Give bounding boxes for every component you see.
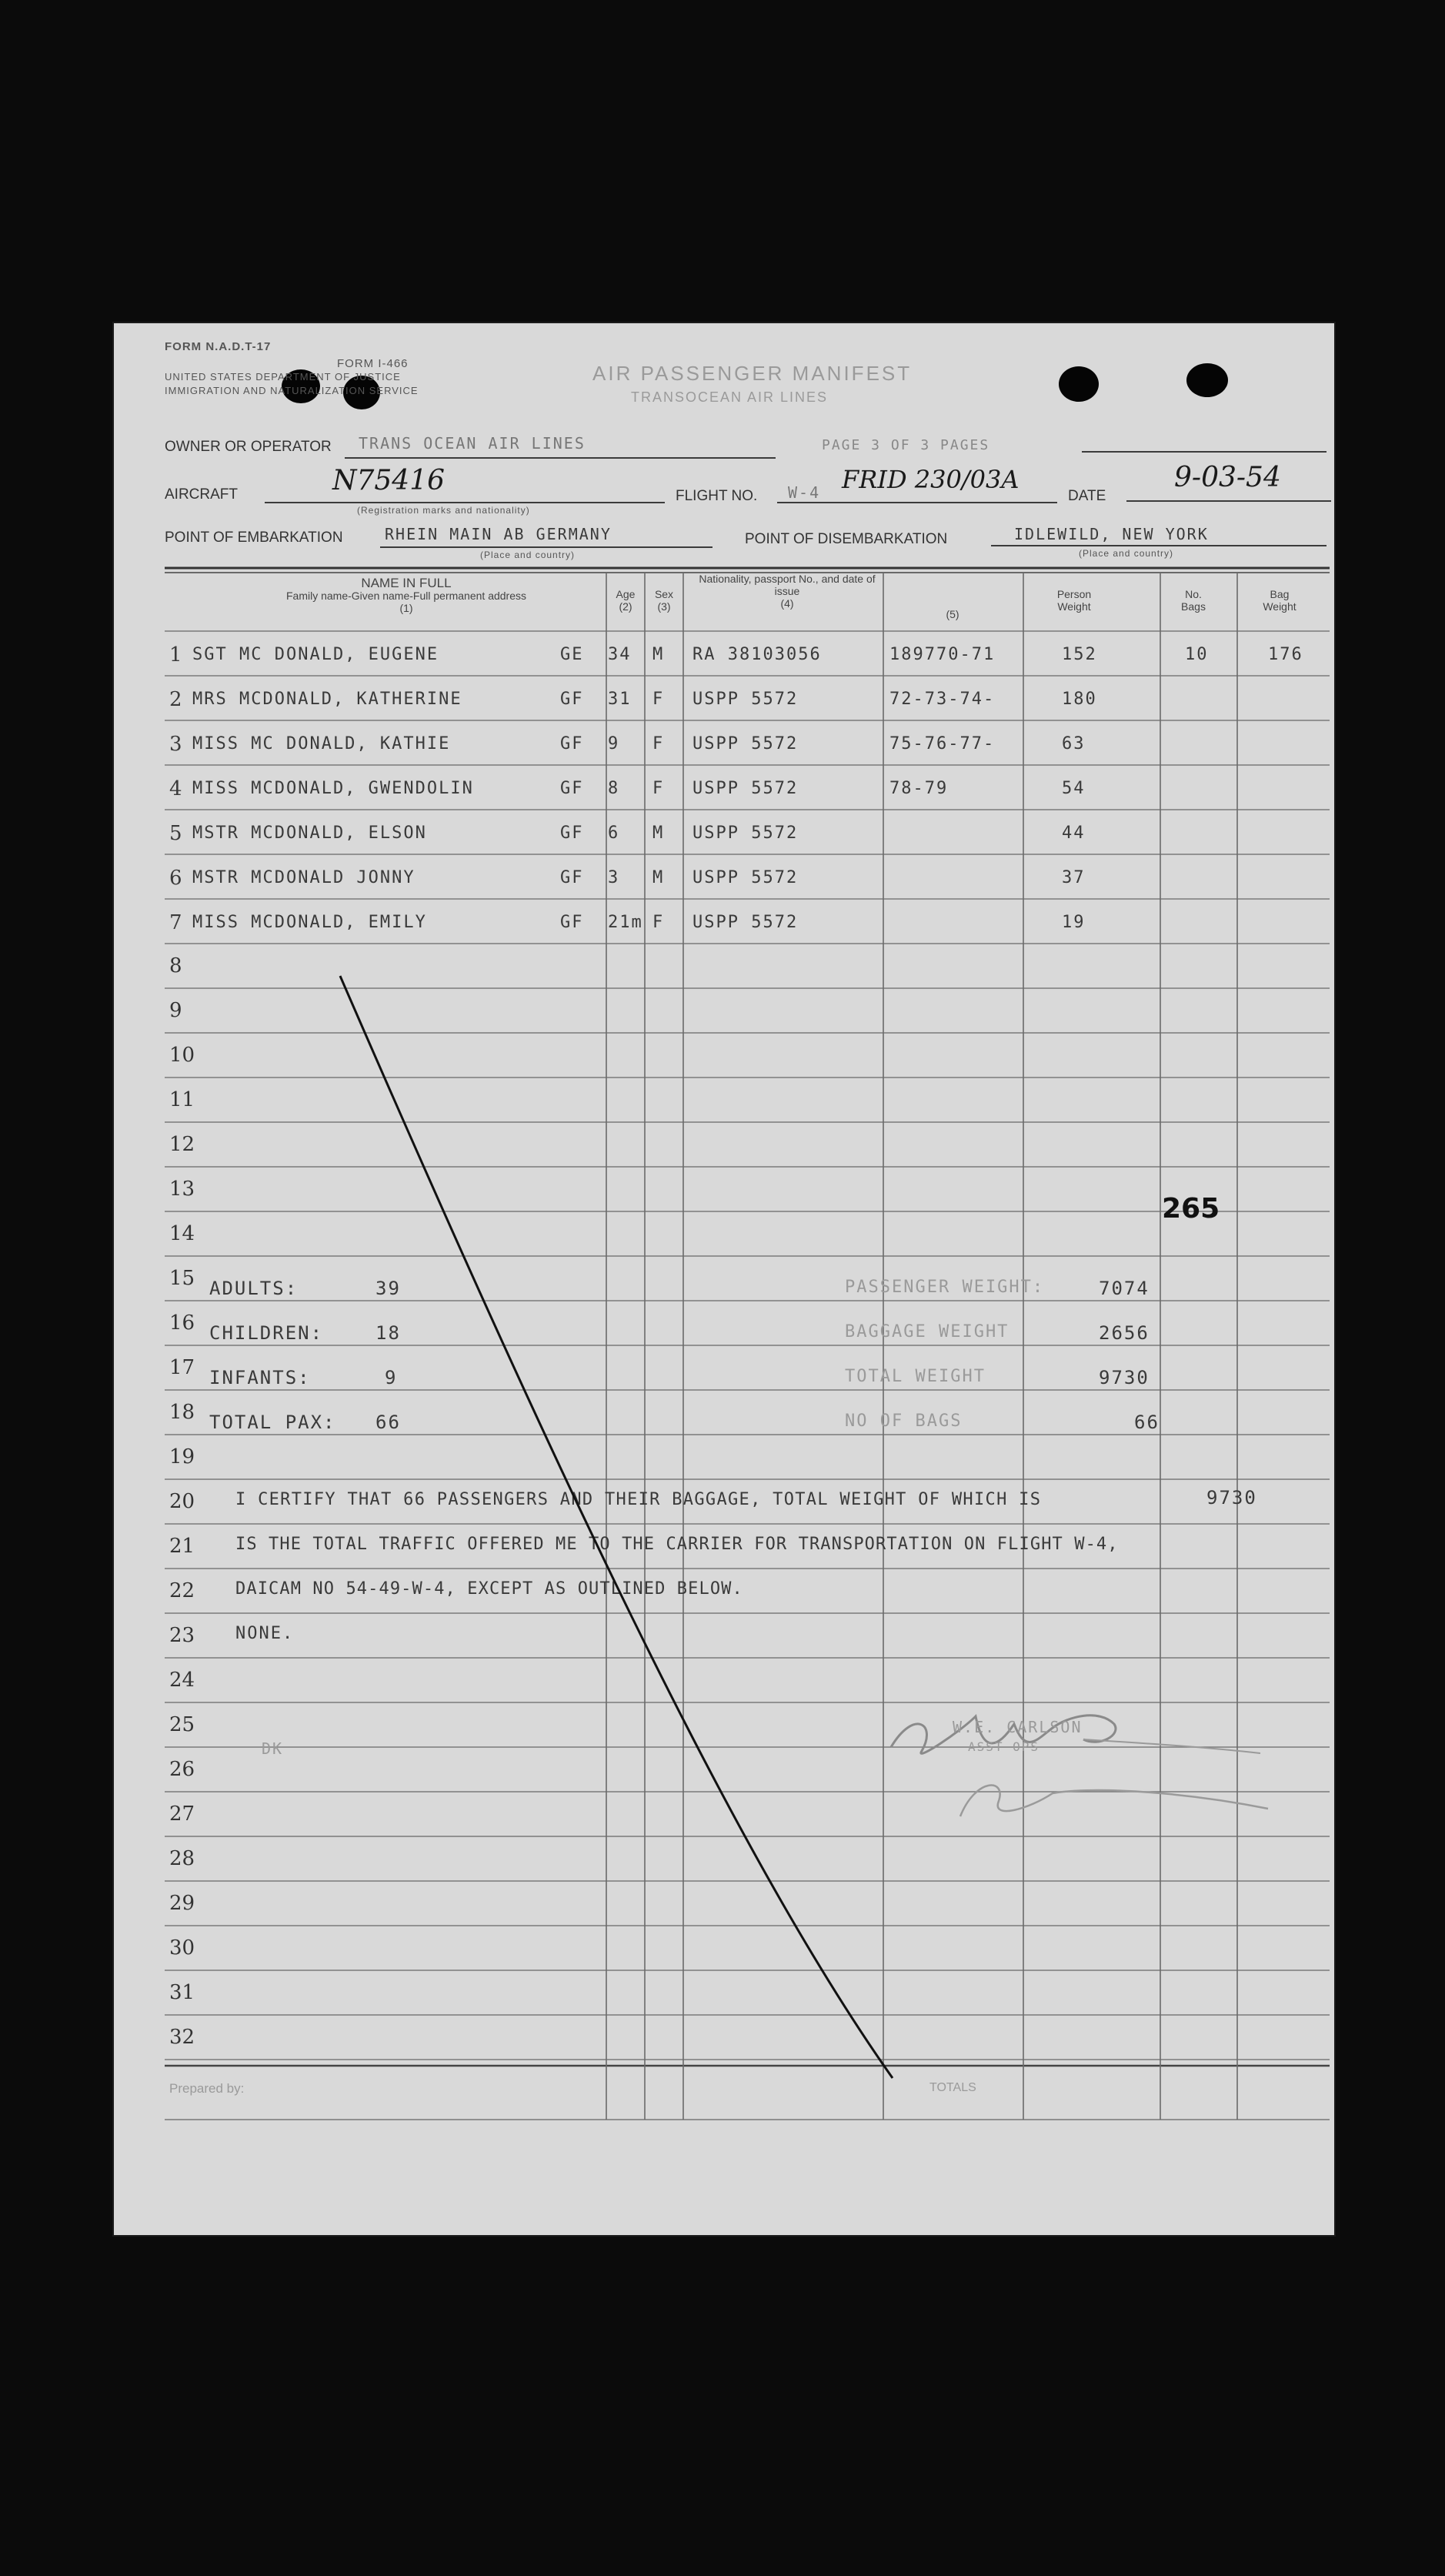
children-label: CHILDREN:: [209, 1322, 324, 1344]
passenger-weight-value: 7074: [1099, 1278, 1150, 1299]
infants-label: INFANTS:: [209, 1367, 311, 1388]
passenger-code: GE: [560, 645, 584, 664]
row-number: 19: [169, 1445, 195, 1468]
row-number: 16: [169, 1311, 195, 1335]
row-number: 29: [169, 1892, 195, 1915]
passenger-sex: F: [652, 913, 665, 932]
col-name-num: (1): [399, 602, 413, 614]
embark-note: (Place and country): [480, 550, 576, 560]
col-sex-num: (3): [657, 600, 671, 613]
form-subtitle: TRANSOCEAN AIR LINES: [631, 389, 829, 405]
passenger-bag-weight: 176: [1268, 645, 1303, 664]
date-label: DATE: [1068, 488, 1106, 504]
date-value: 9-03-54: [1174, 462, 1281, 493]
form-title: AIR PASSENGER MANIFEST: [592, 362, 913, 385]
col-bags-title: No. Bags: [1181, 588, 1206, 613]
passenger-code: GF: [560, 824, 584, 843]
passenger-passport: USPP 5572: [692, 734, 799, 753]
passenger-weight: 63: [1062, 734, 1086, 753]
disembark-value: IDLEWILD, NEW YORK: [1014, 525, 1209, 543]
passenger-sex: M: [652, 645, 665, 664]
row-number: 10: [169, 1044, 195, 1067]
embark-label: POINT OF EMBARKATION: [165, 530, 343, 546]
passenger-name: MRS MCDONALD, KATHERINE: [192, 690, 462, 709]
row-number: 6: [169, 867, 182, 890]
initials: DK: [262, 1739, 284, 1758]
agency-line-1: UNITED STATES DEPARTMENT OF JUSTICE: [165, 371, 401, 383]
passenger-col5: 78-79: [889, 779, 949, 798]
passenger-sex: F: [652, 690, 665, 709]
embark-value: RHEIN MAIN AB GERMANY: [385, 525, 612, 543]
form-number: FORM N.A.D.T-17: [165, 340, 272, 353]
row-number: 5: [169, 822, 182, 845]
passenger-code: GF: [560, 913, 584, 932]
passenger-age: 8: [608, 779, 620, 798]
flight-value: W-4: [788, 483, 821, 502]
passenger-sex: M: [652, 824, 665, 843]
col-sex-header: [645, 588, 683, 613]
passenger-col5: 189770-71: [889, 645, 996, 664]
col-weight-header: [1028, 588, 1120, 613]
col-bags-header: [1159, 588, 1228, 613]
row-number: 23: [169, 1624, 195, 1647]
disembark-note: (Place and country): [1079, 548, 1174, 559]
col-name-sub: Family name-Given name-Full permanent address: [285, 590, 526, 602]
signer-title: ASST OPS: [968, 1739, 1040, 1754]
col-age-header: [606, 588, 645, 613]
children-value: 18: [375, 1322, 401, 1344]
certification-line-4: NONE.: [235, 1624, 295, 1643]
passenger-age: 31: [608, 690, 632, 709]
row-number: 7: [169, 911, 182, 934]
row-number: 27: [169, 1803, 195, 1826]
prepared-by: Prepared by:: [169, 2081, 245, 2096]
passenger-weight: 44: [1062, 824, 1086, 843]
passenger-passport: USPP 5572: [692, 824, 799, 843]
bag-count-value: 66: [1134, 1412, 1160, 1433]
passenger-passport: USPP 5572: [692, 913, 799, 932]
passenger-weight: 19: [1062, 913, 1086, 932]
flight-hand: FRID 230/03A: [842, 465, 1020, 494]
adults-value: 39: [375, 1278, 401, 1299]
row-number: 32: [169, 2026, 195, 2049]
row-number: 4: [169, 777, 182, 800]
adults-label: ADULTS:: [209, 1278, 299, 1299]
certification-line-2: IS THE TOTAL TRAFFIC OFFERED ME TO THE CARRIER FOR TRANSPORTATION ON FLIGHT W-4,: [235, 1535, 1119, 1554]
row-number: 21: [169, 1535, 195, 1558]
form-number-2: FORM I-466: [337, 357, 409, 370]
bag-count-label: NO OF BAGS: [845, 1412, 963, 1431]
disembark-label: POINT OF DISEMBARKATION: [745, 531, 948, 547]
owner-value: TRANS OCEAN AIR LINES: [359, 434, 586, 453]
row-number: 18: [169, 1401, 195, 1424]
passenger-passport: USPP 5572: [692, 868, 799, 887]
passenger-age: 34: [608, 645, 632, 664]
total-pax-label: TOTAL PAX:: [209, 1412, 336, 1433]
totals-label: TOTALS: [929, 2081, 976, 2094]
manifest-sheet: [114, 323, 1334, 2235]
certification-line-3: DAICAM NO 54-49-W-4, EXCEPT AS OUTLINED BELOW.: [235, 1579, 743, 1599]
passenger-age: 3: [608, 868, 620, 887]
row-number: 26: [169, 1758, 195, 1781]
passenger-age: 9: [608, 734, 620, 753]
row-number: 31: [169, 1981, 195, 2004]
col-age-title: Age: [616, 588, 636, 600]
row-number: 2: [169, 688, 182, 711]
signature-scrawl: [868, 1662, 1283, 1832]
passenger-code: GF: [560, 734, 584, 753]
passenger-weight: 37: [1062, 868, 1086, 887]
aircraft-value: N75416: [332, 465, 446, 496]
infants-value: 9: [385, 1367, 398, 1388]
flight-label: FLIGHT NO.: [676, 488, 758, 504]
certification-line-1: I CERTIFY THAT 66 PASSENGERS AND THEIR BAGGAGE, TOTAL WEIGHT OF WHICH IS: [235, 1490, 1042, 1509]
row-number: 25: [169, 1713, 195, 1736]
col-name-header: [191, 577, 622, 614]
agency-line-2: IMMIGRATION AND NATURALIZATION SERVICE: [165, 385, 419, 396]
passenger-passport: USPP 5572: [692, 690, 799, 709]
col-name-title: NAME IN FULL: [361, 576, 452, 590]
passenger-name: MISS MCDONALD, GWENDOLIN: [192, 779, 474, 798]
col-nat-title: Nationality, passport No., and date of issue: [699, 573, 876, 597]
passenger-bags: 10: [1185, 645, 1209, 664]
row-number: 1: [169, 643, 182, 667]
passenger-weight: 180: [1062, 690, 1097, 709]
row-number: 30: [169, 1936, 195, 1960]
col-nat-num: (4): [780, 597, 794, 610]
col-5-num: (5): [946, 608, 959, 620]
row-number: 14: [169, 1222, 195, 1245]
row-number: 28: [169, 1847, 195, 1870]
row-number: 15: [169, 1267, 195, 1290]
col-5-header: [883, 608, 1022, 620]
aircraft-label: AIRCRAFT: [165, 486, 238, 503]
signer-name: W.E. CARLSON: [953, 1718, 1083, 1736]
row-number: 12: [169, 1133, 195, 1156]
passenger-name: MSTR MCDONALD, ELSON: [192, 824, 427, 843]
certification-value: 9730: [1206, 1487, 1257, 1509]
passenger-name: MISS MC DONALD, KATHIE: [192, 734, 451, 753]
passenger-passport: USPP 5572: [692, 779, 799, 798]
total-weight-value: 9730: [1099, 1367, 1150, 1388]
passenger-passport: RA 38103056: [692, 645, 822, 664]
col-bagweight-header: [1237, 588, 1322, 613]
page-total: 265: [1162, 1193, 1220, 1225]
passenger-code: GF: [560, 690, 584, 709]
baggage-weight-value: 2656: [1099, 1322, 1150, 1344]
col-sex-title: Sex: [654, 588, 674, 600]
passenger-weight-label: PASSENGER WEIGHT:: [845, 1278, 1045, 1297]
passenger-name: MSTR MCDONALD JONNY: [192, 868, 415, 887]
passenger-sex: F: [652, 779, 665, 798]
row-number: 11: [169, 1088, 195, 1111]
col-weight-title: Person Weight: [1056, 588, 1092, 613]
row-number: 8: [169, 954, 182, 977]
col-nat-header: [691, 573, 883, 610]
row-number: 3: [169, 733, 182, 756]
row-number: 17: [169, 1356, 195, 1379]
passenger-sex: F: [652, 734, 665, 753]
row-number: 13: [169, 1178, 195, 1201]
passenger-name: MISS MCDONALD, EMILY: [192, 913, 427, 932]
passenger-weight: 152: [1062, 645, 1097, 664]
row-number: 22: [169, 1579, 195, 1602]
row-number: 9: [169, 999, 182, 1022]
passenger-weight: 54: [1062, 779, 1086, 798]
passenger-code: GF: [560, 779, 584, 798]
passenger-age: 6: [608, 824, 620, 843]
col-age-num: (2): [619, 600, 632, 613]
passenger-col5: 72-73-74-: [889, 690, 996, 709]
total-weight-label: TOTAL WEIGHT: [845, 1367, 986, 1386]
passenger-name: SGT MC DONALD, EUGENE: [192, 645, 439, 664]
passenger-col5: 75-76-77-: [889, 734, 996, 753]
row-number: 24: [169, 1669, 195, 1692]
row-number: 20: [169, 1490, 195, 1513]
passenger-sex: M: [652, 868, 665, 887]
total-pax-value: 66: [375, 1412, 401, 1433]
aircraft-note: (Registration marks and nationality): [357, 505, 530, 516]
col-bagweight-title: Bag Weight: [1263, 588, 1296, 613]
passenger-age: 21m: [608, 913, 643, 932]
page-count: PAGE 3 OF 3 PAGES: [822, 437, 990, 453]
passenger-code: GF: [560, 868, 584, 887]
owner-label: OWNER OR OPERATOR: [165, 439, 332, 455]
baggage-weight-label: BAGGAGE WEIGHT: [845, 1322, 1009, 1341]
